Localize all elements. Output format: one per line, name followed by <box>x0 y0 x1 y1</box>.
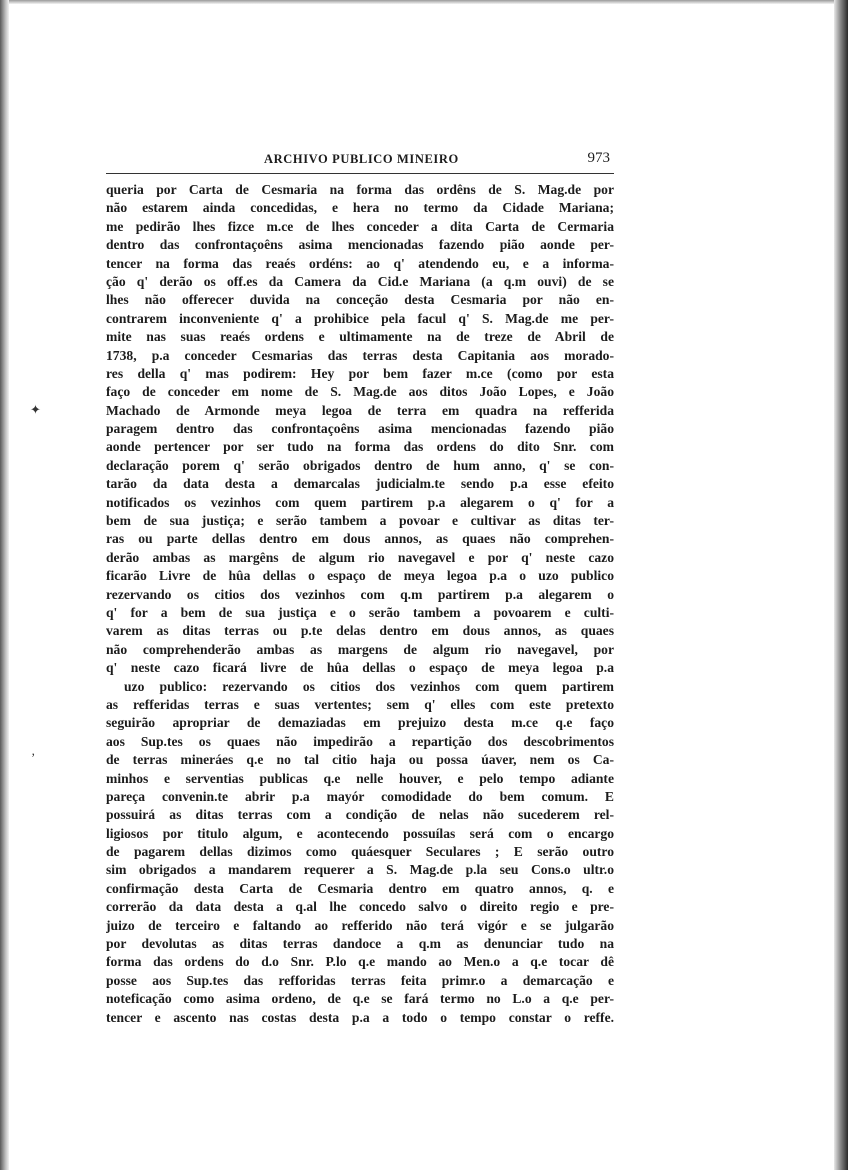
text-line: q' for a bem de sua justiça e o serão tambem a povoarem e culti- <box>106 604 614 620</box>
scan-edge-left <box>0 0 9 1170</box>
header-rule <box>106 173 614 174</box>
text-line: bem de sua justiça; e serão tambem a povoar e cultivar as ditas ter- <box>106 513 614 529</box>
text-line: ficarão Livre de hûa dellas o espaço de meya legoa p.a o uzo publico <box>106 568 614 584</box>
text-line: confirmação desta Carta de Cesmaria dentro em quatro annos, q. e <box>106 880 614 896</box>
text-line: ligiosos por titulo algum, e acontecendo possuílas será com o encargo <box>106 825 614 841</box>
text-line: lhes não offerecer duvida na conceção desta Cesmaria por não en- <box>106 292 614 308</box>
text-line: mite nas suas reaés ordens e ultimamente na de treze de Abril de <box>106 329 614 345</box>
text-line: ção q' derão os off.es da Camera da Cid.e Mariana (a q.m ouvi) de se <box>106 273 614 289</box>
text-line: paragem dentro das confrontaçoêns asima mencionadas fazendo pião <box>106 421 614 437</box>
page-number: 973 <box>587 150 610 166</box>
text-line: me pedirão lhes fizce m.ce de lhes conceder a dita Carta de Cermaria <box>106 218 614 234</box>
text-line: as refferidas terras e suas vertentes; sem q' elles com este pretexto <box>106 696 614 712</box>
text-line: ras ou parte dellas dentro em dous annos, as quaes não comprehen- <box>106 531 614 547</box>
running-title: ARCHIVO PUBLICO MINEIRO <box>264 152 459 166</box>
text-line: res della q' mas podirem: Hey por bem fazer m.ce (como por esta <box>106 365 614 381</box>
text-line: por devolutas as ditas terras dandoce a q.m as denunciar tudo na <box>106 936 614 952</box>
text-line: 1738, p.a conceder Cesmarias das terras desta Capitania aos morado- <box>106 347 614 363</box>
margin-mark: ʼ <box>31 750 36 765</box>
scan-edge-top <box>0 0 848 4</box>
text-line: forma das ordens do d.o Snr. P.lo q.e mando ao Men.o a q.e tocar dê <box>106 954 614 970</box>
text-line: declaração porem q' serão obrigados dentro de hum anno, q' se con- <box>106 457 614 473</box>
text-line: minhos e serventias publicas q.e nelle houver, e pelo tempo adiante <box>106 770 614 786</box>
text-line: possuirá as ditas terras com a condição de nelas não sucederem rel- <box>106 807 614 823</box>
page-header <box>106 150 614 176</box>
text-line: correrão da data desta a q.al lhe concedo salvo o direito regio e pre- <box>106 899 614 915</box>
text-line: seguirão apropriar de demaziadas em prejuizo desta m.ce q.e faço <box>106 715 614 731</box>
text-line: aonde pertencer por ser tudo na forma das ordens do dito Snr. com <box>106 439 614 455</box>
text-line: tencer na forma das reaés ordéns: ao q' atendendo eu, e a informa- <box>106 255 614 271</box>
text-line: notificados os vezinhos com quem partirem p.a alegarem o q' for a <box>106 494 614 510</box>
text-line: rezervando os citios dos vezinhos com q.m partirem p.a alegarem o <box>106 586 614 602</box>
text-line: sim obrigados a mandarem requerer a S. Mag.de p.la seu Cons.o ultr.o <box>106 862 614 878</box>
text-line: não estarem ainda concedidas, e hera no termo da Cidade Mariana; <box>106 200 614 216</box>
text-line: tencer e ascento nas costas desta p.a a todo o tempo constar o reffe. <box>106 1009 614 1025</box>
text-line: Machado de Armonde meya legoa de terra em quadra na refferida <box>106 402 614 418</box>
margin-mark: ✦ <box>30 402 41 417</box>
scan-edge-right <box>834 0 848 1170</box>
text-line: aos Sup.tes os quaes não impedirão a repartição dos descobrimentos <box>106 733 614 749</box>
body-text <box>106 181 614 1027</box>
text-line: q' neste cazo ficará livre de hûa dellas o espaço de meya legoa p.a <box>106 660 614 676</box>
text-line: queria por Carta de Cesmaria na forma das ordêns de S. Mag.de por <box>106 182 614 197</box>
text-line: pareça convenin.te abrir p.a mayór comodidade do bem comum. E <box>106 788 614 804</box>
text-line: derão ambas as margêns de algum rio navegavel e por q' neste cazo <box>106 549 614 565</box>
text-line: dentro das confrontaçoêns asima mencionadas fazendo pião aonde per- <box>106 237 614 253</box>
text-line: juizo de terceiro e faltando ao refferido não terá vigór e se julgarão <box>106 917 614 933</box>
text-line: de pagarem dellas dizimos como quáesquer Seculares ; E serão outro <box>106 844 614 860</box>
text-line: faço de conceder em nome de S. Mag.de aos ditos João Lopes, e João <box>106 384 614 400</box>
text-line: contrarem inconveniente q' a prohibice pela facul q' S. Mag.de me per- <box>106 310 614 326</box>
text-line: posse aos Sup.tes das refforidas terras feita primr.o a demarcação e <box>106 972 614 988</box>
text-line: uzo publico: rezervando os citios dos vezinhos com quem partirem <box>124 678 614 694</box>
text-line: não comprehenderão ambas as margens de algum rio navegavel, por <box>106 641 614 657</box>
text-line: tarão da data desta a demarcalas judicialm.te sendo p.a esse efeito <box>106 476 614 492</box>
text-line: varem as ditas terras ou p.te delas dentro em dous annos, as quaes <box>106 623 614 639</box>
text-line: de terras mineráes q.e no tal citio haja ou possa úaver, nem os Ca- <box>106 752 614 768</box>
text-line: noteficação como asima ordeno, de q.e se fará termo no L.o a q.e per- <box>106 991 614 1007</box>
